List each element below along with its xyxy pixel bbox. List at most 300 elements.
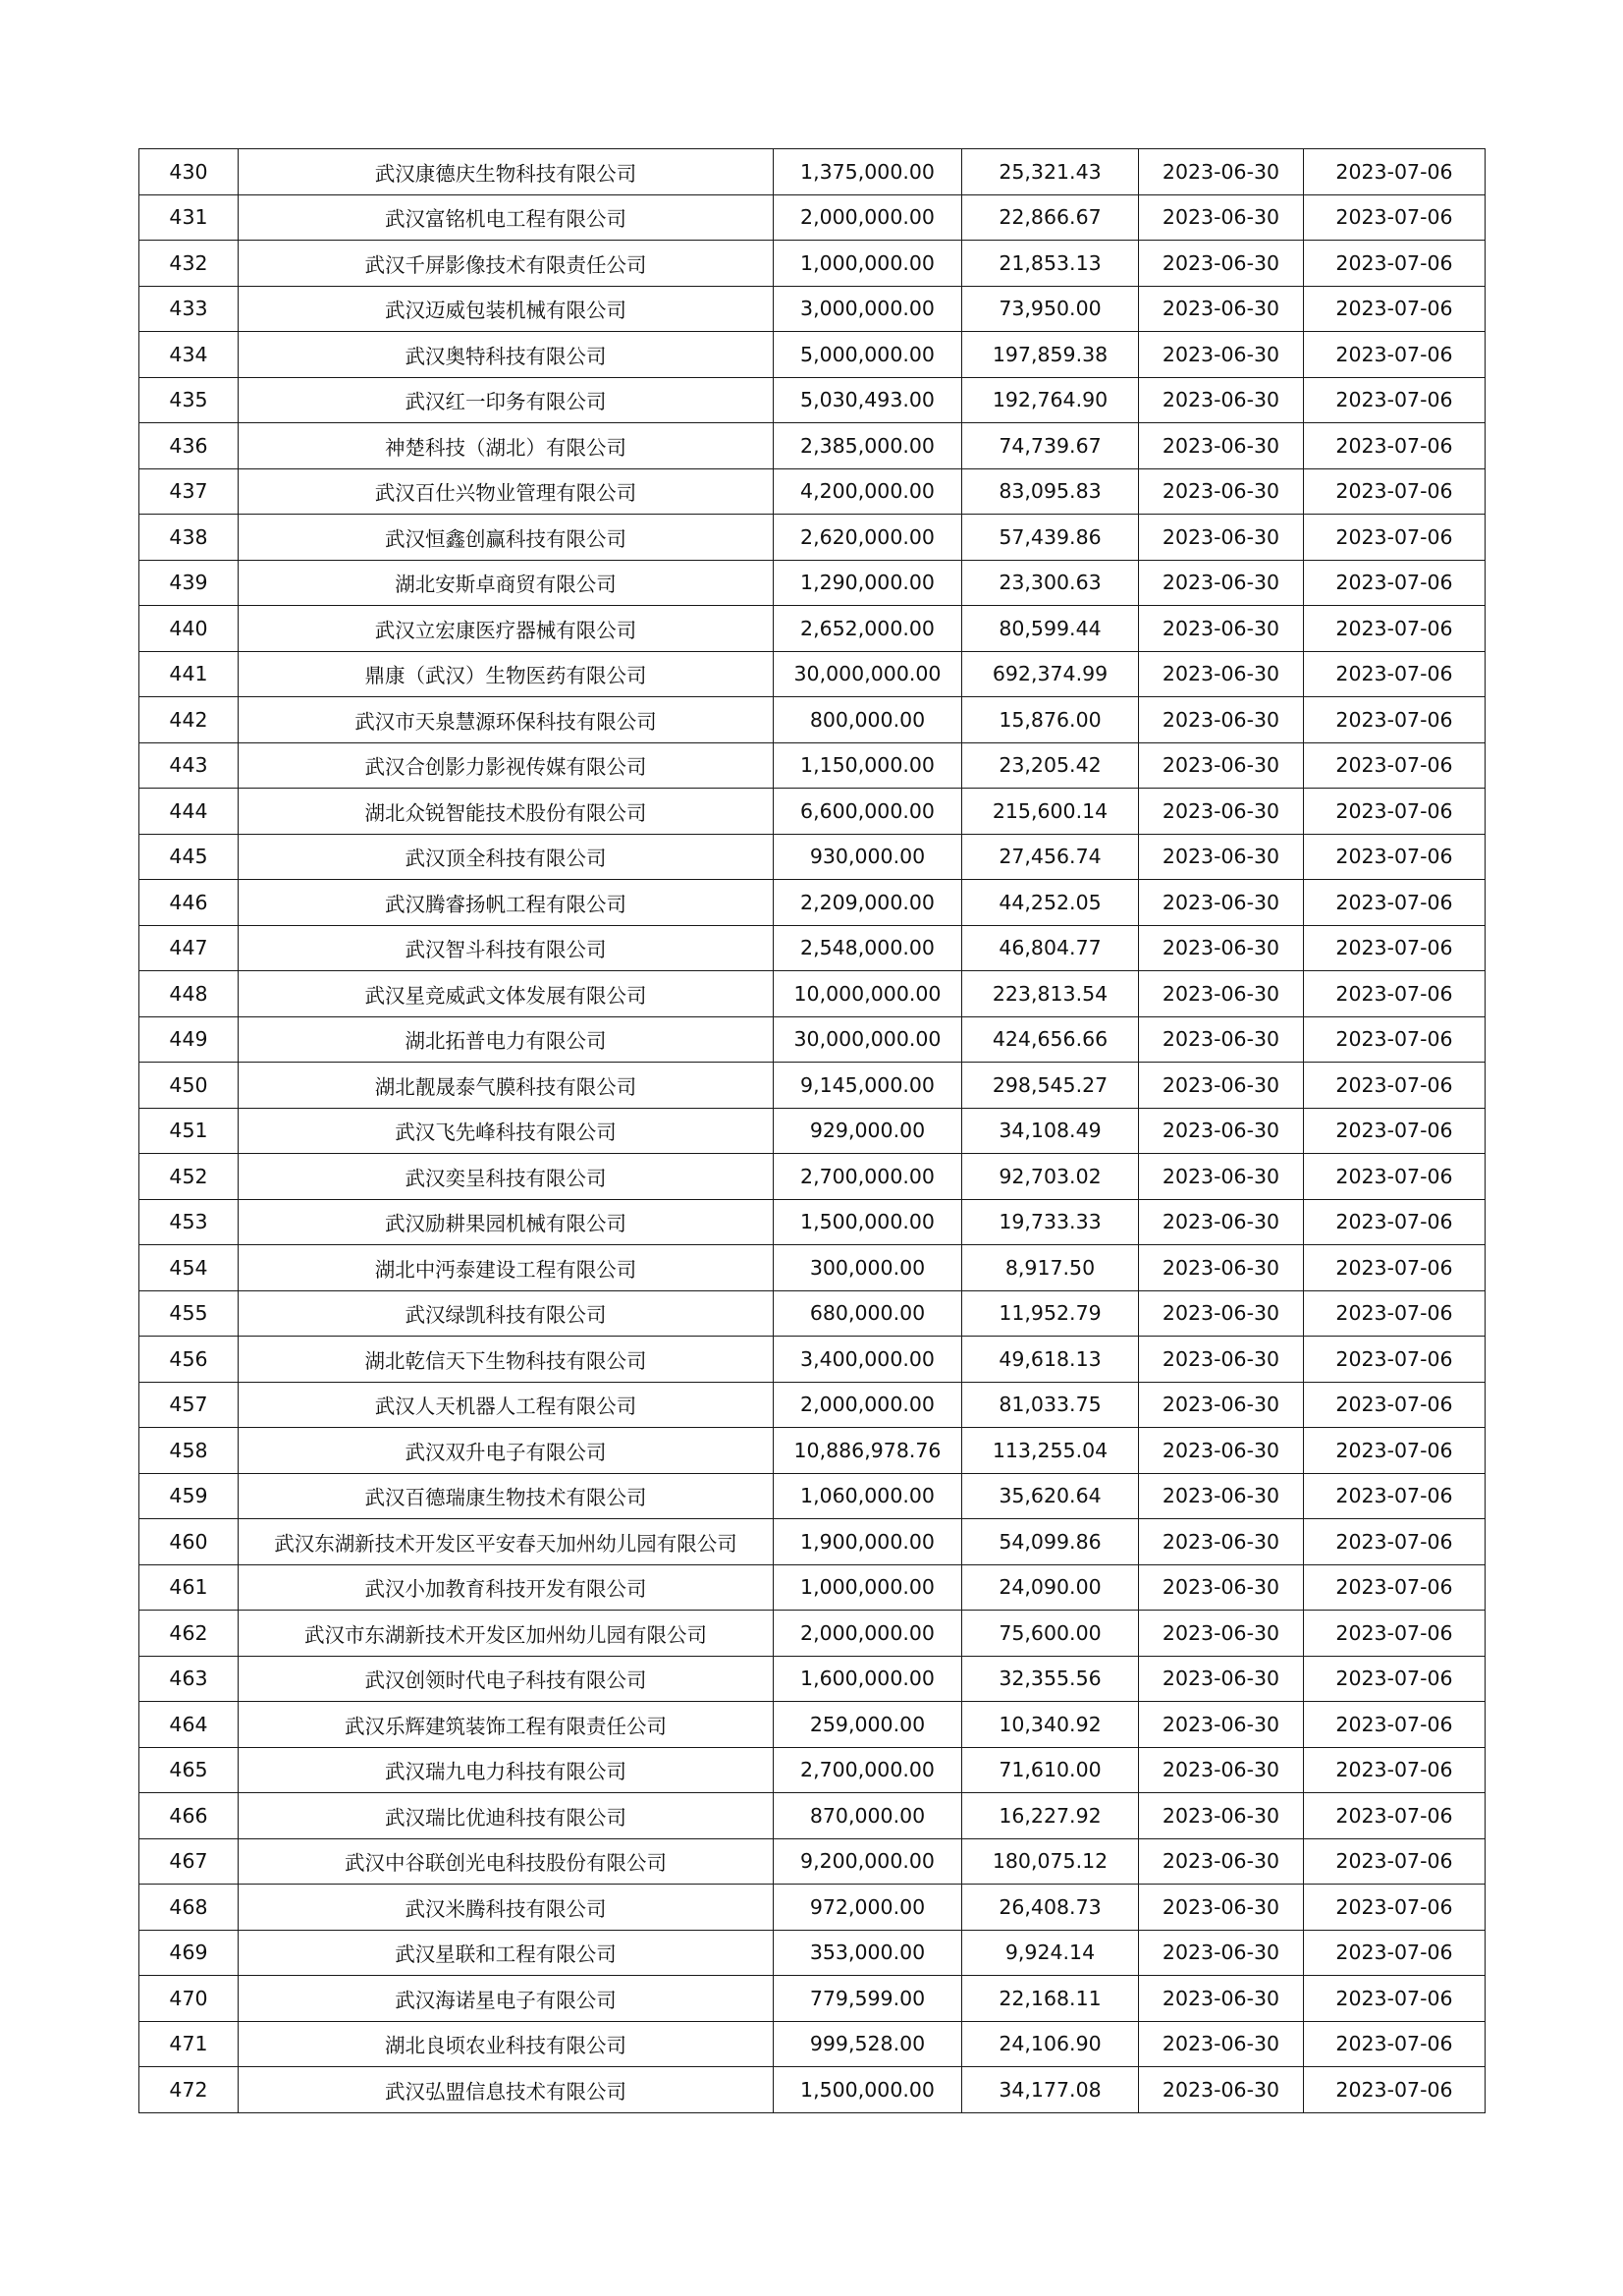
table-row [139, 2067, 1486, 2113]
interest-cell: 298,545.27 [962, 1063, 1139, 1109]
company-name-cell: 武汉迈威包装机械有限公司 [239, 286, 774, 332]
row-number-cell: 460 [139, 1519, 239, 1565]
amount-cell: 1,375,000.00 [774, 149, 962, 195]
company-name-cell: 武汉立宏康医疗器械有限公司 [239, 606, 774, 652]
start-date-cell: 2023-06-30 [1139, 789, 1304, 835]
amount-cell: 870,000.00 [774, 1793, 962, 1839]
table-row [139, 1428, 1486, 1474]
row-number-cell: 466 [139, 1793, 239, 1839]
amount-cell: 800,000.00 [774, 697, 962, 743]
amount-cell: 930,000.00 [774, 834, 962, 880]
start-date-cell: 2023-06-30 [1139, 1016, 1304, 1063]
table-row [139, 1063, 1486, 1109]
start-date-cell: 2023-06-30 [1139, 560, 1304, 606]
row-number-cell: 449 [139, 1016, 239, 1063]
end-date-cell: 2023-07-06 [1304, 1063, 1486, 1109]
end-date-cell: 2023-07-06 [1304, 1611, 1486, 1657]
start-date-cell: 2023-06-30 [1139, 1063, 1304, 1109]
interest-cell: 23,205.42 [962, 742, 1139, 789]
company-name-cell: 武汉瑞九电力科技有限公司 [239, 1747, 774, 1793]
interest-cell: 180,075.12 [962, 1838, 1139, 1885]
row-number-cell: 457 [139, 1382, 239, 1428]
interest-cell: 71,610.00 [962, 1747, 1139, 1793]
interest-cell: 11,952.79 [962, 1290, 1139, 1337]
end-date-cell: 2023-07-06 [1304, 332, 1486, 378]
company-name-cell: 湖北安斯卓商贸有限公司 [239, 560, 774, 606]
interest-cell: 113,255.04 [962, 1428, 1139, 1474]
table-row [139, 1885, 1486, 1931]
table-row [139, 194, 1486, 241]
amount-cell: 2,385,000.00 [774, 423, 962, 469]
interest-cell: 8,917.50 [962, 1245, 1139, 1291]
amount-cell: 2,548,000.00 [774, 925, 962, 971]
company-name-cell: 武汉腾睿扬帆工程有限公司 [239, 880, 774, 926]
row-number-cell: 444 [139, 789, 239, 835]
interest-cell: 75,600.00 [962, 1611, 1139, 1657]
start-date-cell: 2023-06-30 [1139, 1382, 1304, 1428]
interest-cell: 46,804.77 [962, 925, 1139, 971]
interest-cell: 32,355.56 [962, 1656, 1139, 1702]
company-name-cell: 湖北拓普电力有限公司 [239, 1016, 774, 1063]
row-number-cell: 442 [139, 697, 239, 743]
table-row [139, 1382, 1486, 1428]
start-date-cell: 2023-06-30 [1139, 1245, 1304, 1291]
start-date-cell: 2023-06-30 [1139, 1473, 1304, 1519]
company-name-cell: 武汉东湖新技术开发区平安春天加州幼儿园有限公司 [239, 1519, 774, 1565]
start-date-cell: 2023-06-30 [1139, 468, 1304, 515]
row-number-cell: 445 [139, 834, 239, 880]
end-date-cell: 2023-07-06 [1304, 1290, 1486, 1337]
end-date-cell: 2023-07-06 [1304, 1793, 1486, 1839]
end-date-cell: 2023-07-06 [1304, 2067, 1486, 2113]
interest-cell: 74,739.67 [962, 423, 1139, 469]
interest-cell: 26,408.73 [962, 1885, 1139, 1931]
row-number-cell: 430 [139, 149, 239, 195]
company-name-cell: 武汉奕呈科技有限公司 [239, 1154, 774, 1200]
data-table [138, 148, 1486, 2113]
end-date-cell: 2023-07-06 [1304, 1199, 1486, 1245]
row-number-cell: 434 [139, 332, 239, 378]
interest-cell: 22,168.11 [962, 1976, 1139, 2022]
start-date-cell: 2023-06-30 [1139, 606, 1304, 652]
table-row [139, 651, 1486, 697]
company-name-cell: 鼎康（武汉）生物医药有限公司 [239, 651, 774, 697]
start-date-cell: 2023-06-30 [1139, 1199, 1304, 1245]
amount-cell: 680,000.00 [774, 1290, 962, 1337]
company-name-cell: 武汉顶全科技有限公司 [239, 834, 774, 880]
row-number-cell: 462 [139, 1611, 239, 1657]
end-date-cell: 2023-07-06 [1304, 468, 1486, 515]
table-row [139, 925, 1486, 971]
company-name-cell: 武汉富铭机电工程有限公司 [239, 194, 774, 241]
company-name-cell: 湖北中沔泰建设工程有限公司 [239, 1245, 774, 1291]
company-name-cell: 湖北众锐智能技术股份有限公司 [239, 789, 774, 835]
company-name-cell: 武汉励耕果园机械有限公司 [239, 1199, 774, 1245]
interest-cell: 23,300.63 [962, 560, 1139, 606]
row-number-cell: 433 [139, 286, 239, 332]
row-number-cell: 440 [139, 606, 239, 652]
interest-cell: 49,618.13 [962, 1337, 1139, 1383]
start-date-cell: 2023-06-30 [1139, 377, 1304, 423]
amount-cell: 10,000,000.00 [774, 971, 962, 1017]
table-row [139, 1702, 1486, 1748]
interest-cell: 35,620.64 [962, 1473, 1139, 1519]
end-date-cell: 2023-07-06 [1304, 1382, 1486, 1428]
table-row [139, 1290, 1486, 1337]
end-date-cell: 2023-07-06 [1304, 1519, 1486, 1565]
interest-cell: 80,599.44 [962, 606, 1139, 652]
interest-cell: 424,656.66 [962, 1016, 1139, 1063]
start-date-cell: 2023-06-30 [1139, 2021, 1304, 2067]
amount-cell: 1,900,000.00 [774, 1519, 962, 1565]
end-date-cell: 2023-07-06 [1304, 423, 1486, 469]
start-date-cell: 2023-06-30 [1139, 834, 1304, 880]
row-number-cell: 438 [139, 515, 239, 561]
row-number-cell: 470 [139, 1976, 239, 2022]
company-name-cell: 武汉乐辉建筑装饰工程有限责任公司 [239, 1702, 774, 1748]
amount-cell: 1,600,000.00 [774, 1656, 962, 1702]
start-date-cell: 2023-06-30 [1139, 1656, 1304, 1702]
start-date-cell: 2023-06-30 [1139, 149, 1304, 195]
start-date-cell: 2023-06-30 [1139, 1793, 1304, 1839]
table-row [139, 377, 1486, 423]
end-date-cell: 2023-07-06 [1304, 971, 1486, 1017]
table-row [139, 697, 1486, 743]
start-date-cell: 2023-06-30 [1139, 286, 1304, 332]
interest-cell: 73,950.00 [962, 286, 1139, 332]
end-date-cell: 2023-07-06 [1304, 651, 1486, 697]
row-number-cell: 465 [139, 1747, 239, 1793]
end-date-cell: 2023-07-06 [1304, 880, 1486, 926]
amount-cell: 2,209,000.00 [774, 880, 962, 926]
row-number-cell: 467 [139, 1838, 239, 1885]
amount-cell: 2,700,000.00 [774, 1154, 962, 1200]
row-number-cell: 471 [139, 2021, 239, 2067]
end-date-cell: 2023-07-06 [1304, 194, 1486, 241]
table-row [139, 515, 1486, 561]
amount-cell: 929,000.00 [774, 1108, 962, 1154]
amount-cell: 2,000,000.00 [774, 1382, 962, 1428]
company-name-cell: 湖北乾信天下生物科技有限公司 [239, 1337, 774, 1383]
table-row [139, 468, 1486, 515]
interest-cell: 19,733.33 [962, 1199, 1139, 1245]
end-date-cell: 2023-07-06 [1304, 606, 1486, 652]
amount-cell: 300,000.00 [774, 1245, 962, 1291]
end-date-cell: 2023-07-06 [1304, 286, 1486, 332]
row-number-cell: 437 [139, 468, 239, 515]
amount-cell: 1,150,000.00 [774, 742, 962, 789]
amount-cell: 6,600,000.00 [774, 789, 962, 835]
start-date-cell: 2023-06-30 [1139, 1428, 1304, 1474]
row-number-cell: 451 [139, 1108, 239, 1154]
company-name-cell: 武汉绿凯科技有限公司 [239, 1290, 774, 1337]
company-name-cell: 武汉小加教育科技开发有限公司 [239, 1564, 774, 1611]
end-date-cell: 2023-07-06 [1304, 1930, 1486, 1976]
interest-cell: 25,321.43 [962, 149, 1139, 195]
end-date-cell: 2023-07-06 [1304, 515, 1486, 561]
company-name-cell: 武汉百仕兴物业管理有限公司 [239, 468, 774, 515]
company-name-cell: 武汉创领时代电子科技有限公司 [239, 1656, 774, 1702]
start-date-cell: 2023-06-30 [1139, 1564, 1304, 1611]
row-number-cell: 452 [139, 1154, 239, 1200]
amount-cell: 353,000.00 [774, 1930, 962, 1976]
row-number-cell: 447 [139, 925, 239, 971]
row-number-cell: 431 [139, 194, 239, 241]
end-date-cell: 2023-07-06 [1304, 1108, 1486, 1154]
start-date-cell: 2023-06-30 [1139, 1611, 1304, 1657]
amount-cell: 2,700,000.00 [774, 1747, 962, 1793]
row-number-cell: 464 [139, 1702, 239, 1748]
row-number-cell: 454 [139, 1245, 239, 1291]
amount-cell: 9,200,000.00 [774, 1838, 962, 1885]
start-date-cell: 2023-06-30 [1139, 1702, 1304, 1748]
interest-cell: 197,859.38 [962, 332, 1139, 378]
row-number-cell: 450 [139, 1063, 239, 1109]
start-date-cell: 2023-06-30 [1139, 1154, 1304, 1200]
company-name-cell: 武汉红一印务有限公司 [239, 377, 774, 423]
company-name-cell: 武汉康德庆生物科技有限公司 [239, 149, 774, 195]
end-date-cell: 2023-07-06 [1304, 241, 1486, 287]
amount-cell: 972,000.00 [774, 1885, 962, 1931]
row-number-cell: 459 [139, 1473, 239, 1519]
amount-cell: 10,886,978.76 [774, 1428, 962, 1474]
company-name-cell: 武汉市东湖新技术开发区加州幼儿园有限公司 [239, 1611, 774, 1657]
start-date-cell: 2023-06-30 [1139, 1519, 1304, 1565]
company-name-cell: 武汉市天泉慧源环保科技有限公司 [239, 697, 774, 743]
amount-cell: 779,599.00 [774, 1976, 962, 2022]
interest-cell: 44,252.05 [962, 880, 1139, 926]
company-name-cell: 武汉恒鑫创赢科技有限公司 [239, 515, 774, 561]
table-row [139, 286, 1486, 332]
start-date-cell: 2023-06-30 [1139, 697, 1304, 743]
end-date-cell: 2023-07-06 [1304, 149, 1486, 195]
row-number-cell: 455 [139, 1290, 239, 1337]
end-date-cell: 2023-07-06 [1304, 1564, 1486, 1611]
end-date-cell: 2023-07-06 [1304, 1976, 1486, 2022]
company-name-cell: 武汉奥特科技有限公司 [239, 332, 774, 378]
company-name-cell: 武汉星竞威武文体发展有限公司 [239, 971, 774, 1017]
company-name-cell: 武汉百德瑞康生物技术有限公司 [239, 1473, 774, 1519]
company-name-cell: 武汉智斗科技有限公司 [239, 925, 774, 971]
row-number-cell: 435 [139, 377, 239, 423]
interest-cell: 81,033.75 [962, 1382, 1139, 1428]
start-date-cell: 2023-06-30 [1139, 1885, 1304, 1931]
interest-cell: 92,703.02 [962, 1154, 1139, 1200]
start-date-cell: 2023-06-30 [1139, 1930, 1304, 1976]
interest-cell: 15,876.00 [962, 697, 1139, 743]
company-name-cell: 湖北良顷农业科技有限公司 [239, 2021, 774, 2067]
end-date-cell: 2023-07-06 [1304, 789, 1486, 835]
amount-cell: 1,060,000.00 [774, 1473, 962, 1519]
row-number-cell: 458 [139, 1428, 239, 1474]
end-date-cell: 2023-07-06 [1304, 1885, 1486, 1931]
end-date-cell: 2023-07-06 [1304, 2021, 1486, 2067]
table-row [139, 560, 1486, 606]
end-date-cell: 2023-07-06 [1304, 834, 1486, 880]
amount-cell: 9,145,000.00 [774, 1063, 962, 1109]
company-name-cell: 武汉双升电子有限公司 [239, 1428, 774, 1474]
table-row [139, 149, 1486, 195]
company-name-cell: 武汉飞先峰科技有限公司 [239, 1108, 774, 1154]
start-date-cell: 2023-06-30 [1139, 423, 1304, 469]
company-name-cell: 武汉合创影力影视传媒有限公司 [239, 742, 774, 789]
row-number-cell: 461 [139, 1564, 239, 1611]
amount-cell: 999,528.00 [774, 2021, 962, 2067]
company-name-cell: 武汉中谷联创光电科技股份有限公司 [239, 1838, 774, 1885]
table-row [139, 1976, 1486, 2022]
amount-cell: 1,000,000.00 [774, 1564, 962, 1611]
company-name-cell: 湖北靓晟泰气膜科技有限公司 [239, 1063, 774, 1109]
table-row [139, 1519, 1486, 1565]
start-date-cell: 2023-06-30 [1139, 1976, 1304, 2022]
end-date-cell: 2023-07-06 [1304, 742, 1486, 789]
end-date-cell: 2023-07-06 [1304, 1154, 1486, 1200]
start-date-cell: 2023-06-30 [1139, 1108, 1304, 1154]
interest-cell: 192,764.90 [962, 377, 1139, 423]
end-date-cell: 2023-07-06 [1304, 1747, 1486, 1793]
row-number-cell: 439 [139, 560, 239, 606]
interest-cell: 21,853.13 [962, 241, 1139, 287]
start-date-cell: 2023-06-30 [1139, 880, 1304, 926]
start-date-cell: 2023-06-30 [1139, 1337, 1304, 1383]
table-row [139, 742, 1486, 789]
start-date-cell: 2023-06-30 [1139, 1747, 1304, 1793]
row-number-cell: 441 [139, 651, 239, 697]
company-name-cell: 武汉星联和工程有限公司 [239, 1930, 774, 1976]
table-row [139, 1611, 1486, 1657]
end-date-cell: 2023-07-06 [1304, 1838, 1486, 1885]
amount-cell: 30,000,000.00 [774, 651, 962, 697]
interest-cell: 16,227.92 [962, 1793, 1139, 1839]
end-date-cell: 2023-07-06 [1304, 377, 1486, 423]
interest-cell: 215,600.14 [962, 789, 1139, 835]
amount-cell: 4,200,000.00 [774, 468, 962, 515]
table-row [139, 880, 1486, 926]
amount-cell: 259,000.00 [774, 1702, 962, 1748]
end-date-cell: 2023-07-06 [1304, 1337, 1486, 1383]
start-date-cell: 2023-06-30 [1139, 1838, 1304, 1885]
row-number-cell: 468 [139, 1885, 239, 1931]
row-number-cell: 432 [139, 241, 239, 287]
start-date-cell: 2023-06-30 [1139, 925, 1304, 971]
interest-cell: 34,177.08 [962, 2067, 1139, 2113]
row-number-cell: 436 [139, 423, 239, 469]
table-row [139, 1245, 1486, 1291]
end-date-cell: 2023-07-06 [1304, 1656, 1486, 1702]
amount-cell: 1,000,000.00 [774, 241, 962, 287]
end-date-cell: 2023-07-06 [1304, 560, 1486, 606]
company-name-cell: 武汉人天机器人工程有限公司 [239, 1382, 774, 1428]
table-row [139, 1108, 1486, 1154]
table-body [139, 149, 1486, 2113]
row-number-cell: 453 [139, 1199, 239, 1245]
amount-cell: 30,000,000.00 [774, 1016, 962, 1063]
row-number-cell: 463 [139, 1656, 239, 1702]
table-row [139, 834, 1486, 880]
interest-cell: 24,106.90 [962, 2021, 1139, 2067]
interest-cell: 10,340.92 [962, 1702, 1139, 1748]
end-date-cell: 2023-07-06 [1304, 1473, 1486, 1519]
start-date-cell: 2023-06-30 [1139, 241, 1304, 287]
amount-cell: 3,400,000.00 [774, 1337, 962, 1383]
start-date-cell: 2023-06-30 [1139, 2067, 1304, 2113]
start-date-cell: 2023-06-30 [1139, 971, 1304, 1017]
table-row [139, 1337, 1486, 1383]
row-number-cell: 448 [139, 971, 239, 1017]
table-row [139, 1154, 1486, 1200]
table-row [139, 1199, 1486, 1245]
start-date-cell: 2023-06-30 [1139, 1290, 1304, 1337]
table-row [139, 1016, 1486, 1063]
table-row [139, 332, 1486, 378]
interest-cell: 22,866.67 [962, 194, 1139, 241]
row-number-cell: 443 [139, 742, 239, 789]
amount-cell: 1,500,000.00 [774, 1199, 962, 1245]
company-name-cell: 武汉米腾科技有限公司 [239, 1885, 774, 1931]
table-row [139, 1656, 1486, 1702]
interest-cell: 692,374.99 [962, 651, 1139, 697]
start-date-cell: 2023-06-30 [1139, 515, 1304, 561]
row-number-cell: 472 [139, 2067, 239, 2113]
end-date-cell: 2023-07-06 [1304, 925, 1486, 971]
amount-cell: 2,620,000.00 [774, 515, 962, 561]
table-row [139, 1747, 1486, 1793]
company-name-cell: 武汉弘盟信息技术有限公司 [239, 2067, 774, 2113]
company-name-cell: 武汉瑞比优迪科技有限公司 [239, 1793, 774, 1839]
start-date-cell: 2023-06-30 [1139, 651, 1304, 697]
table-row [139, 423, 1486, 469]
interest-cell: 24,090.00 [962, 1564, 1139, 1611]
start-date-cell: 2023-06-30 [1139, 332, 1304, 378]
amount-cell: 5,030,493.00 [774, 377, 962, 423]
end-date-cell: 2023-07-06 [1304, 1428, 1486, 1474]
row-number-cell: 456 [139, 1337, 239, 1383]
table-row [139, 2021, 1486, 2067]
amount-cell: 2,000,000.00 [774, 194, 962, 241]
start-date-cell: 2023-06-30 [1139, 194, 1304, 241]
interest-cell: 57,439.86 [962, 515, 1139, 561]
interest-cell: 9,924.14 [962, 1930, 1139, 1976]
amount-cell: 3,000,000.00 [774, 286, 962, 332]
table-row [139, 606, 1486, 652]
table-row [139, 241, 1486, 287]
table-row [139, 1838, 1486, 1885]
end-date-cell: 2023-07-06 [1304, 1245, 1486, 1291]
end-date-cell: 2023-07-06 [1304, 1016, 1486, 1063]
row-number-cell: 446 [139, 880, 239, 926]
interest-cell: 34,108.49 [962, 1108, 1139, 1154]
row-number-cell: 469 [139, 1930, 239, 1976]
amount-cell: 1,290,000.00 [774, 560, 962, 606]
start-date-cell: 2023-06-30 [1139, 742, 1304, 789]
interest-cell: 223,813.54 [962, 971, 1139, 1017]
table-row [139, 971, 1486, 1017]
interest-cell: 83,095.83 [962, 468, 1139, 515]
table-row [139, 1793, 1486, 1839]
interest-cell: 27,456.74 [962, 834, 1139, 880]
amount-cell: 2,000,000.00 [774, 1611, 962, 1657]
end-date-cell: 2023-07-06 [1304, 697, 1486, 743]
amount-cell: 5,000,000.00 [774, 332, 962, 378]
company-name-cell: 武汉海诺星电子有限公司 [239, 1976, 774, 2022]
interest-cell: 54,099.86 [962, 1519, 1139, 1565]
company-name-cell: 武汉千屏影像技术有限责任公司 [239, 241, 774, 287]
table-row [139, 789, 1486, 835]
table-row [139, 1930, 1486, 1976]
amount-cell: 1,500,000.00 [774, 2067, 962, 2113]
table-row [139, 1564, 1486, 1611]
amount-cell: 2,652,000.00 [774, 606, 962, 652]
